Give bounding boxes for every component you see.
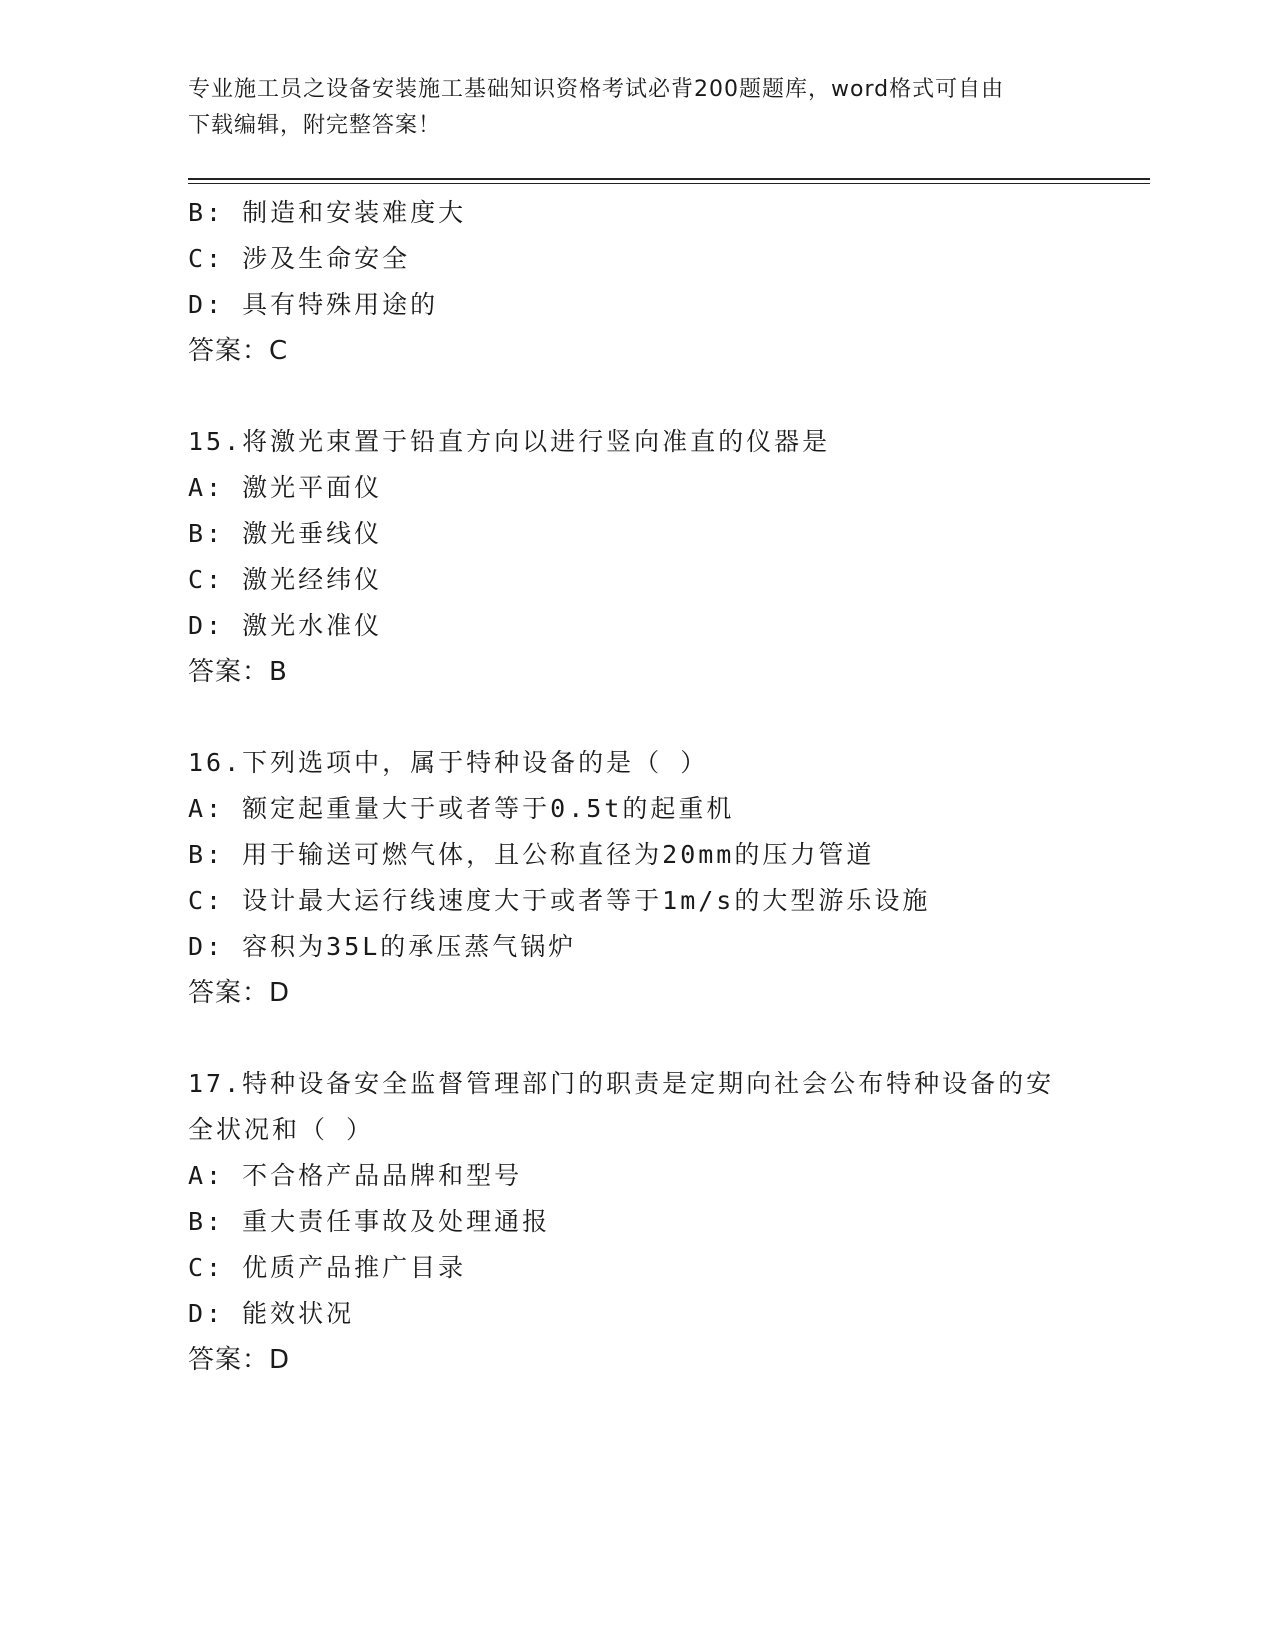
q15-question: 15.将激光束置于铅直方向以进行竖向准直的仪器是	[188, 427, 831, 456]
question-15-block	[188, 419, 1088, 695]
q14-option-c: C: 涉及生命安全	[188, 244, 411, 273]
question-list	[188, 190, 1088, 1383]
q15-answer: 答案：B	[188, 657, 288, 687]
q17-option-d: D: 能效状况	[188, 1299, 355, 1328]
spacer	[188, 374, 1088, 419]
q17-option-a: A: 不合格产品品牌和型号	[188, 1161, 523, 1190]
q15-option-c: C: 激光经纬仪	[188, 565, 383, 594]
q16-option-b: B: 用于输送可燃气体，且公称直径为20mm的压力管道	[188, 840, 875, 869]
q17-option-c: C: 优质产品推广目录	[188, 1253, 467, 1282]
header-line-2: 下载编辑，附完整答案！	[188, 113, 442, 138]
question-16-block	[188, 740, 1088, 1016]
q17-question-line-2: 全状况和（ ）	[188, 1115, 375, 1144]
header-divider-thin	[188, 183, 1150, 184]
q16-option-d: D: 容积为35L的承压蒸气锅炉	[188, 932, 577, 961]
q17-option-b: B: 重大责任事故及处理通报	[188, 1207, 551, 1236]
spacer	[188, 1016, 1088, 1061]
q17-answer: 答案：D	[188, 1345, 291, 1375]
q17-question-line-1: 17.特种设备安全监督管理部门的职责是定期向社会公布特种设备的安	[188, 1069, 1055, 1098]
question-17-block	[188, 1061, 1088, 1383]
q14-option-d: D: 具有特殊用途的	[188, 290, 439, 319]
question-14-block	[188, 190, 1088, 374]
q14-answer: 答案：C	[188, 336, 289, 366]
header-divider-thick	[188, 178, 1150, 180]
header-line-1: 专业施工员之设备安装施工基础知识资格考试必背200题题库，word格式可自由	[188, 77, 1005, 102]
q15-option-b: B: 激光垂线仪	[188, 519, 383, 548]
document-header	[188, 72, 1088, 144]
q16-answer: 答案：D	[188, 978, 291, 1008]
q16-question: 16.下列选项中，属于特种设备的是（ ）	[188, 748, 709, 777]
q14-option-b: B: 制造和安装难度大	[188, 198, 467, 227]
q15-option-a: A: 激光平面仪	[188, 473, 383, 502]
q16-option-c: C: 设计最大运行线速度大于或者等于1m/s的大型游乐设施	[188, 886, 931, 915]
spacer	[188, 695, 1088, 740]
q16-option-a: A: 额定起重量大于或者等于0.5t的起重机	[188, 794, 735, 823]
q15-option-d: D: 激光水准仪	[188, 611, 383, 640]
